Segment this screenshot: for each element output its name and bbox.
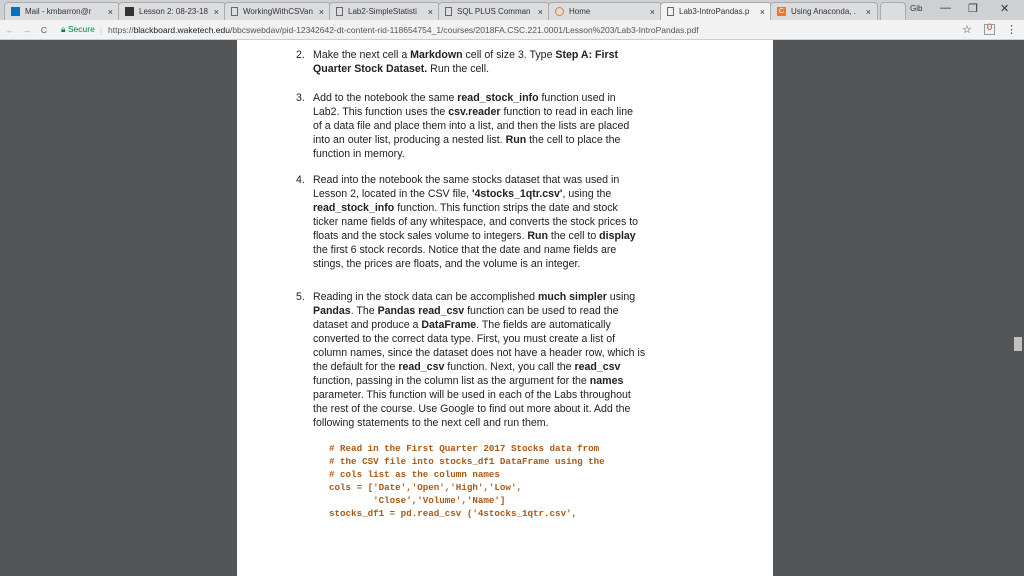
tab-label: Lab2-SimpleStatisti [348,7,417,16]
text-run: . The [350,305,378,317]
close-tab-icon[interactable]: × [865,6,871,17]
close-tab-icon[interactable]: × [213,6,219,17]
tab-5[interactable] [438,2,550,20]
text-run: function. This function strips the date and stock [394,202,618,214]
text-run: the cell to [547,230,600,242]
bold-text: csv.reader [448,106,501,118]
close-tab-icon[interactable]: × [649,6,655,17]
text-run: using [606,291,636,303]
tab-label: SQL PLUS Comman [457,7,531,16]
reload-icon[interactable]: C [40,24,48,35]
extension-icon[interactable]: Ü [984,24,995,35]
video-icon [125,7,134,16]
minimize-button[interactable]: — [940,2,951,14]
profile-badge[interactable]: Gib [910,4,923,13]
item-number: 5. [296,291,305,303]
text-line [313,105,633,119]
tab-6[interactable] [548,2,662,20]
text-line [313,388,645,402]
text-run: floats and the stock sales volume to integers. [313,230,528,242]
close-tab-icon[interactable]: × [759,6,765,17]
text-line [313,402,645,416]
forward-icon[interactable]: → [22,24,32,35]
bold-text: DataFrame [421,319,477,331]
text-run: stings, the prices are floats, and the volume is an integer. [313,258,581,270]
text-run: function to read in each line [500,106,634,118]
close-tab-icon[interactable]: × [427,6,433,17]
text-run: Run the cell. [427,63,490,75]
text-line [313,133,633,147]
item-number: 3. [296,92,305,104]
text-run: the default for the [313,361,399,373]
text-line [313,62,618,76]
address-bar [0,20,1024,40]
tab-label: Using Anaconda, . [791,7,856,16]
list-item [296,290,646,430]
text-run: ticker name fields of any whitespace, and converts the stock prices to [313,216,639,228]
text-line [313,374,645,388]
bold-text: '4stocks_1qtr.csv' [472,188,563,200]
item-number: 4. [296,174,305,186]
bold-text: Markdown [410,49,463,61]
text-line [313,346,645,360]
bold-text: Run [505,134,527,146]
tab-label: Lab3-IntroPandas.p [679,7,750,16]
tab-4[interactable] [329,2,440,20]
bold-text: read_stock_info [313,202,395,214]
code-line: # cols list as the column names [329,469,500,480]
text-run: the rest of the course. Use Google to find out more about it. Add the [313,403,631,415]
bold-text: names [589,375,624,387]
bold-text: display [599,230,636,242]
text-line [313,257,638,271]
bold-text: read_stock_info [457,92,539,104]
bold-text: read_csv [398,361,445,373]
bold-text: Quarter Stock Dataset. [313,63,428,75]
tab-label: Mail - kmbarron@r [25,7,92,16]
secure-label: Secure [67,24,95,34]
document-icon [667,7,674,16]
text-line [313,332,645,346]
text-run: the cell to place the [526,134,621,146]
menu-icon[interactable]: ⋮ [1006,24,1017,36]
text-line [313,290,645,304]
divider: | [99,24,103,35]
text-run: function in memory. [313,148,405,160]
text-line [313,173,638,187]
code-line: 'Close','Volume','Name'] [329,495,506,506]
tab-label: Lesson 2: 08-23-18 [139,7,208,16]
list-item [296,173,639,271]
text-line [313,243,638,257]
text-line [313,215,638,229]
document-icon [231,7,238,16]
code-block [329,442,605,520]
code-line: stocks_df1 = pd.read_csv ('4stocks_1qtr.csv', [329,508,578,519]
text-run: , using the [562,188,612,200]
url-input[interactable] [108,25,699,35]
tab-strip [0,0,1024,20]
bold-text: much simpler [537,291,607,303]
url-path: /bbcswebdav/pid-12342642-dt-content-rid-118654754_1/courses/2018FA.CSC.221.0001/Lesson%203/Lab3-IntroPandas.pdf [229,24,699,35]
text-line [313,304,645,318]
text-run: Lab2. This function uses the [313,106,449,118]
tab-3[interactable] [224,2,331,20]
text-line [313,187,638,201]
text-run: Read into the notebook the same stocks dataset that was used in [313,174,620,186]
text-line [313,360,645,374]
back-icon[interactable]: ← [5,24,15,35]
text-run: function used in [538,92,616,104]
text-line [313,48,618,62]
bold-text: Step A: First [555,49,618,61]
text-run: following statements to the next cell and run them. [313,417,549,429]
text-run: Add to the notebook the same [313,92,458,104]
scrollbar-thumb[interactable] [1014,337,1022,351]
text-line [313,91,633,105]
bold-text: Pandas [313,305,351,317]
text-line [313,201,638,215]
pdf-page [237,40,773,576]
tab-8[interactable] [770,2,878,20]
list-item [296,91,634,161]
tab-label: WorkingWithCSVan [243,7,313,16]
close-tab-icon[interactable]: × [537,6,543,17]
text-run: column names, since the dataset does not have a header row, which is [313,347,646,359]
scrollbar[interactable] [1012,40,1024,576]
bold-text: Pandas read_csv [377,305,465,317]
text-line [313,416,645,430]
close-tab-icon[interactable]: × [107,6,113,17]
code-line: # the CSV file into stocks_df1 DataFrame using the [329,456,605,467]
document-icon [336,7,343,16]
maximize-button[interactable]: ❐ [968,3,978,15]
list-item [296,48,618,76]
text-run: of a data file and place them into a list, and then the lists are placed [313,120,630,132]
url-host: blackboard.waketech.edu [133,24,230,35]
close-window-button[interactable]: ✕ [1000,3,1010,15]
item-number: 2. [296,49,305,61]
tab-2[interactable] [118,2,226,20]
new-tab-button[interactable] [880,2,906,20]
bold-text: Run [527,230,548,242]
text-run: function. Next, you call the [444,361,575,373]
text-run: Make the next cell a [313,49,411,61]
secure-indicator[interactable]: 🔒︎ Secure [61,24,95,34]
tab-7[interactable] [660,2,772,20]
tab-1[interactable] [4,2,120,20]
code-line: cols = ['Date','Open','High','Low', [329,482,522,493]
text-line [313,147,633,161]
document-icon [445,7,452,16]
text-run: parameter. This function will be used in each of the Labs throughout [313,389,631,401]
text-run: into an outer list, producing a nested list. [313,134,506,146]
text-run: cell of size 3. Type [462,49,556,61]
text-run: Reading in the stock data can be accomplished [313,291,538,303]
close-tab-icon[interactable]: × [318,6,324,17]
text-line [313,119,633,133]
text-run: Lesson 2, located in the CSV file, [313,188,472,200]
bookmark-star-icon[interactable]: ☆ [962,24,972,36]
bold-text: read_csv [574,361,621,373]
text-run: . The fields are automatically [476,319,611,331]
text-run: the first 6 stock records. Notice that the date and name fields are [313,244,617,256]
tab-label: Home [569,7,591,16]
text-line [313,318,645,332]
code-line: # Read in the First Quarter 2017 Stocks data from [329,443,600,454]
text-run: function, passing in the column list as the argument for the [313,375,590,387]
outlook-icon [11,7,20,16]
text-run: dataset and produce a [313,319,422,331]
c-logo-icon: C [778,8,785,15]
jupyter-icon [555,7,564,16]
text-line [313,229,638,243]
text-run: converted to the correct data type. First, you must create a list of [313,333,616,345]
url-scheme: https:// [108,24,134,35]
text-run: function can be used to read the [464,305,619,317]
